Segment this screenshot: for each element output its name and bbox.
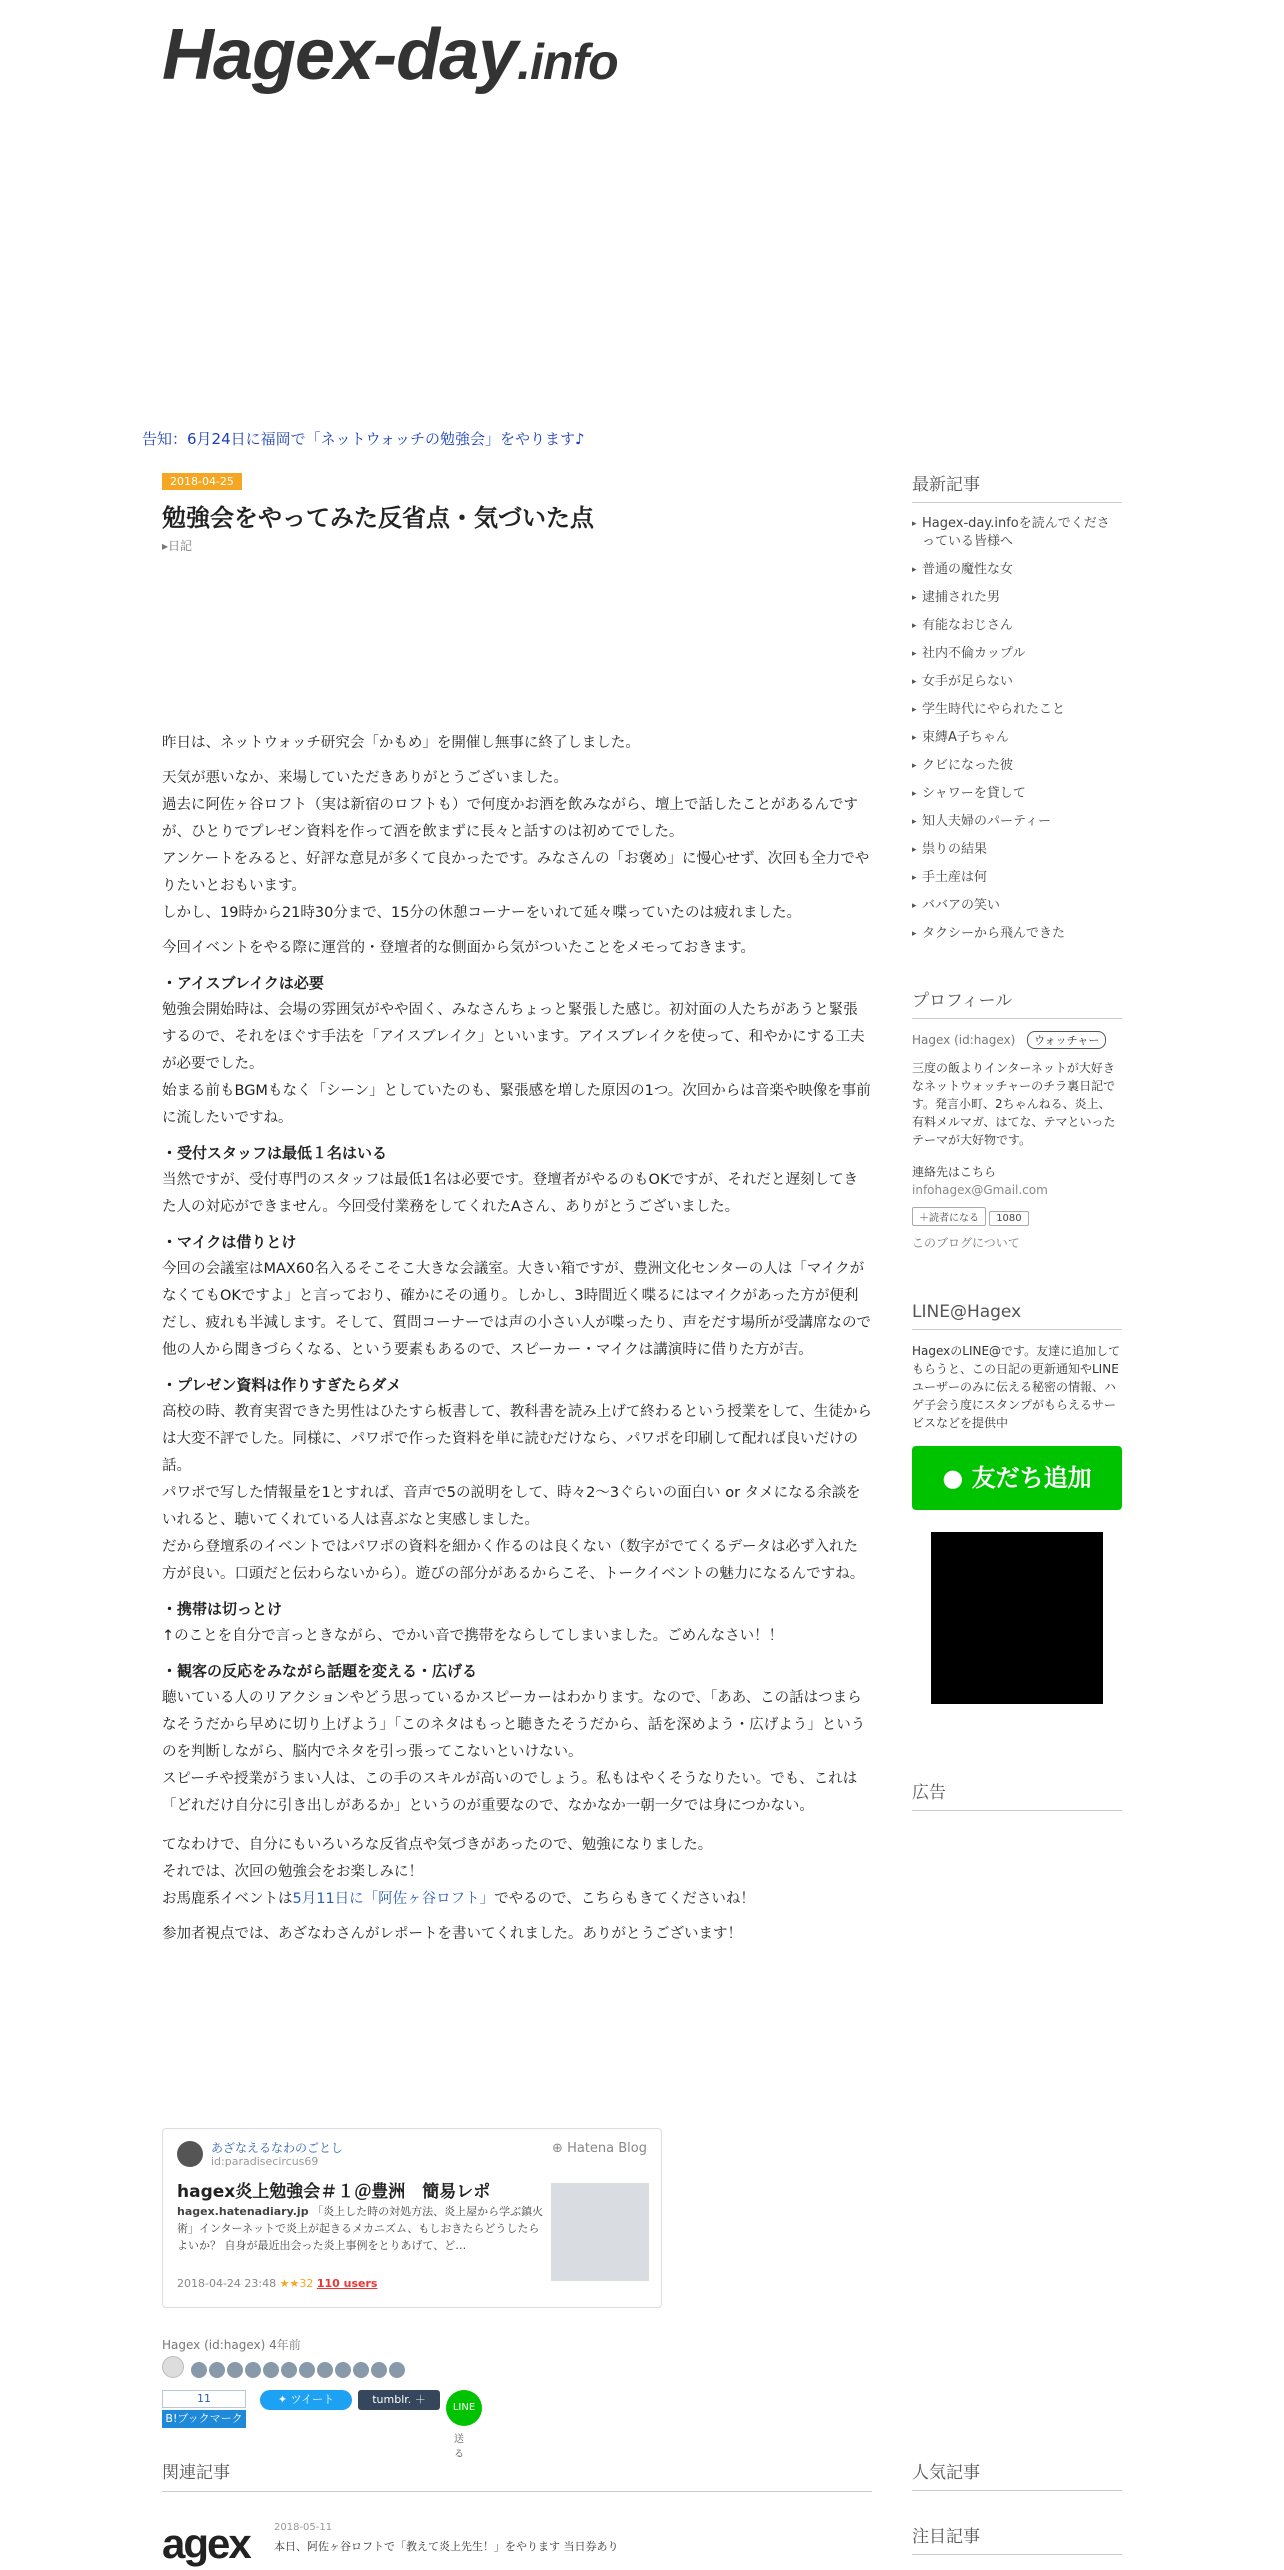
closing-line-3-pre: お馬鹿系イベントは xyxy=(162,1891,293,1907)
star-list xyxy=(162,2356,407,2382)
section-heading: ・観客の反応をみながら話題を変える・広げる xyxy=(162,1662,478,1680)
section-heading: ・プレゼン資料は作りすぎたらダメ xyxy=(162,1376,402,1394)
hatena-bookmark-count: 11 xyxy=(162,2390,246,2408)
embed-meta xyxy=(177,2277,377,2290)
star-avatar[interactable] xyxy=(317,2362,333,2378)
section-text: 当然ですが、受付専門のスタッフは最低1名は必要です。登壇者がやるのもOKですが、それだと遅刻してきた人の対応ができません。今回受付業務をしてくれたAさん、ありがとうございました。 xyxy=(162,1172,858,1215)
recent-item[interactable]: ▸ 学生時代にやられたこと xyxy=(912,701,1122,719)
entry-body xyxy=(162,730,872,1956)
recent-item[interactable]: ▸ ババアの笑い xyxy=(912,897,1122,915)
profile-name[interactable]: Hagex (id:hagex) xyxy=(912,1033,1016,1047)
embed-service-label: Hatena Blog xyxy=(567,2141,647,2156)
line-heading: LINE@Hagex xyxy=(912,1302,1122,1330)
recent-item[interactable]: ▸ 手土産は何 xyxy=(912,869,1122,887)
related-title[interactable]: 本日、阿佐ヶ谷ロフトで「教えて炎上先生！」をやります 当日券あり xyxy=(274,2540,619,2553)
hatena-bookmark-label: B!ブックマーク xyxy=(162,2410,246,2428)
hatena-icon: ⊕ xyxy=(552,2141,563,2156)
add-star-icon[interactable] xyxy=(162,2356,184,2378)
star-avatar[interactable] xyxy=(389,2362,405,2378)
closing-line-2: それでは、次回の勉強会をお楽しみに！ xyxy=(162,1864,423,1880)
line-share-label: 送る xyxy=(454,2434,464,2460)
star-avatar[interactable] xyxy=(227,2362,243,2378)
related-date: 2018-05-11 xyxy=(274,2522,333,2533)
contact-label: 連絡先はこちら xyxy=(912,1165,997,1179)
star-avatar[interactable] xyxy=(299,2362,315,2378)
recent-item[interactable]: ▸ 祟りの結果 xyxy=(912,841,1122,859)
embed-service xyxy=(552,2141,647,2156)
embed-summary xyxy=(177,2203,547,2254)
recent-item[interactable]: ▸ タクシーから飛んできた xyxy=(912,925,1122,943)
paragraph: 昨日は、ネットウォッチ研究会「かもめ」を開催し無事に終了しました。 xyxy=(162,735,640,751)
qr-code xyxy=(931,1532,1103,1704)
profile-description: 三度の飯よりインターネットが大好きなネットウォッチャーのチラ裏日記です。発言小町、2ちゃんねる、炎上、有料メルマガ、はてな、テマといったテーマが大好物です。 xyxy=(912,1061,1116,1147)
featured-module xyxy=(912,2522,1122,2555)
embed-url: hagex.hatenadiary.jp xyxy=(177,2205,309,2218)
line-icon: ● xyxy=(942,1464,964,1492)
profile-heading: プロフィール xyxy=(912,986,1122,1019)
main-content xyxy=(162,470,872,2567)
entry-title[interactable]: 勉強会をやってみた反省点・気づいた点 xyxy=(162,504,594,532)
ad-module xyxy=(912,1778,1122,1811)
section-text: 勉強会開始時は、会場の雰囲気がやや固く、みなさんちょっと緊張した感じ。初対面の人たちがあうと緊張するので、それをほぐす手法を「アイスブレイク」といいます。アイスブレイクを使って、和やかにする工夫が必要でした。 始まる前もBGMもなく「シーン」としていたのも、緊張感を増した原因の1つ。次回からは音楽や映像を事前に流したいですね。 xyxy=(162,1002,871,1126)
closing-line-3-post: でやるので、こちらもきてくださいね！ xyxy=(494,1891,755,1907)
contact xyxy=(912,1163,1122,1199)
line-description: HagexのLINE@です。友達に追加してもらうと、この日記の更新通知やLINEユーザーのみに伝える秘密の情報、ハゲ子会う度にスタンプがもらえるサービスなどを提供中 xyxy=(912,1344,1121,1430)
reader-row xyxy=(912,1207,1122,1226)
add-friend-label: 友だち追加 xyxy=(971,1464,1092,1492)
profile-name-row xyxy=(912,1031,1122,1049)
recent-item[interactable]: ▸ 有能なおじさん xyxy=(912,617,1122,635)
entry-category-label: 日記 xyxy=(168,539,193,553)
site-title-main: Hagex-day xyxy=(162,15,518,95)
star-avatar[interactable] xyxy=(245,2362,261,2378)
recent-heading: 最新記事 xyxy=(912,470,1122,503)
reader-count: 1080 xyxy=(989,1211,1028,1226)
paragraph: 天気が悪いなか、来場していただきありがとうございました。 過去に阿佐ヶ谷ロフト（実は新宿のロフトも）で何度かお酒を飲みながら、壇上で話したことがあるんですが、ひとりでプレゼン資料を作って酒を飲まずに長々と話すのは初めてでした。 アンケートをみると、好評な意見が多くて良かったです。みなさんの「お褒め」に慢心せず、次回も全力でやりたいとおもいます。 しかし、19時から21時30分まで、15分の休憩コーナーをいれて延々喋っていたのは疲れました。 xyxy=(162,770,870,921)
profile-module xyxy=(912,986,1122,1251)
section-text: 高校の時、教育実習できた男性はひたすら板書して、教科書を読み上げて終わるという授業をして、生徒からは大変不評でした。同様に、パワポで作った資料を単に読むだけなら、パワポを印刷して配れば良いだけの話。 パワポで写した情報量を1とすれば、音声で5の説明をして、時々2〜3ぐらいの面白い or タメになる余談をいれると、聴いてくれている人は喜ぶなと実感しました。 だから登壇系のイベントではパワポの資料を細かく作るのは良くない（数字がでてくるデータは必ず入れた方が良い。口頭だと伝わらないから）。遊びの部分があるからこそ、トークイベントの魅力になるんですね。 xyxy=(162,1404,872,1582)
tweet-button[interactable] xyxy=(260,2390,352,2410)
embed-date: 2018-04-24 23:48 xyxy=(177,2277,277,2290)
star-avatar[interactable] xyxy=(353,2362,369,2378)
entry-category[interactable]: ▸日記 xyxy=(162,539,193,553)
site-title[interactable] xyxy=(162,14,618,96)
recent-item[interactable]: ▸ 知人夫婦のパーティー xyxy=(912,813,1122,831)
recent-item[interactable]: ▸ 普通の魔性な女 xyxy=(912,561,1122,579)
recent-item[interactable]: ▸ 社内不倫カップル xyxy=(912,645,1122,663)
event-link[interactable]: 5月11日に「阿佐ヶ谷ロフト」 xyxy=(292,1891,495,1907)
recent-item[interactable]: ▸ 束縛A子ちゃん xyxy=(912,729,1122,747)
recent-item[interactable]: ▸ 女手が足らない xyxy=(912,673,1122,691)
paragraph: 今回イベントをやる際に運営的・登壇者的な側面から気がついたことをメモっておきます。 xyxy=(162,940,756,956)
tumblr-button[interactable]: tumblr. ＋ xyxy=(358,2390,440,2410)
related-heading: 関連記事 xyxy=(162,2458,872,2492)
star-avatar[interactable] xyxy=(371,2362,387,2378)
about-link[interactable]: このブログについて xyxy=(912,1236,1020,1250)
recent-item[interactable]: ▸ Hagex-day.infoを読んでくださっている皆様へ xyxy=(912,515,1122,551)
line-module xyxy=(912,1302,1122,1704)
star-avatar[interactable] xyxy=(263,2362,279,2378)
tweet-label: ツイート xyxy=(290,2393,335,2406)
sidebar xyxy=(912,470,1122,2547)
embed-desc: 「炎上した時の対処方法、炎上屋から学ぶ鎮火術」インターネットで炎上が起きるメカニズム、もしおきたらどうしたらよいか？ 自身が最近出会った炎上事例をとりあげて、ど… xyxy=(177,2205,544,2252)
recent-item[interactable]: ▸ シャワーを貸して xyxy=(912,785,1122,803)
section-heading: ・受付スタッフは最低１名はいる xyxy=(162,1144,388,1162)
popular-module xyxy=(912,2458,1122,2491)
share-author: Hagex (id:hagex) 4年前 xyxy=(162,2338,301,2352)
star-avatar[interactable] xyxy=(191,2362,207,2378)
recent-item[interactable]: ▸ 逮捕された男 xyxy=(912,589,1122,607)
related-thumbnail: agex xyxy=(162,2520,250,2567)
recent-item[interactable]: ▸ クビになった彼 xyxy=(912,757,1122,775)
embed-card[interactable] xyxy=(162,2128,662,2308)
section-heading: ・携帯は切っとけ xyxy=(162,1600,283,1618)
closing-line-1: てなわけで、自分にもいろいろな反省点や気づきがあったので、勉強になりました。 xyxy=(162,1837,713,1853)
section-text: ↑のことを自分で言っときながら、でかい音で携帯をならしてしまいました。ごめんなさい！！ xyxy=(162,1628,784,1644)
entry-date[interactable]: 2018-04-25 xyxy=(162,473,242,490)
site-title-sub: .info xyxy=(517,34,618,90)
closing xyxy=(162,1832,872,1913)
star-icon: ★★ xyxy=(279,2277,300,2290)
section-heading: ・アイスブレイクは必要 xyxy=(162,974,324,992)
recent-list xyxy=(912,515,1122,943)
closing-line-4: 参加者視点では、あざなわさんがレポートを書いてくれました。ありがとうございます！ xyxy=(162,1926,742,1942)
embed-author[interactable]: あざなえるなわのごとし xyxy=(211,2141,344,2155)
embed-thumbnail[interactable] xyxy=(551,2183,649,2281)
embed-users[interactable]: 110 users xyxy=(316,2277,378,2290)
section-text: 聴いている人のリアクションやどう思っているかスピーカーはわかります。なので、「ああ、この話はつまらなそうだから早めに切り上げよう」「このネタはもっと聴きたそうだから、話を深めよう・広げよう」というのを判断しながら、脳内でネタを引っ張ってこないといけない。 スピーチや授業がうまい人は、この手のスキルが高いのでしょう。私もはやくそうなりたい。でも、これは「どれだけ自分に引き出しがあるか」というのが重要なので、なかなか一朝一夕では身につかない。 xyxy=(162,1690,866,1814)
profile-badge: ウォッチャー xyxy=(1027,1031,1106,1049)
notice-link[interactable]: 告知：6月24日に福岡で「ネットウォッチの勉強会」をやります♪ xyxy=(142,430,585,448)
embed-author-id: id:paradisecircus69 xyxy=(211,2155,319,2168)
section-text: 今回の会議室はMAX60名入るそこそこ大きな会議室。大きい箱ですが、豊洲文化センターの人は「マイクがなくてもOKですよ」と言っており、確かにその通り。しかし、3時間近く喋るにはマイクがあった方が便利だし、疲れも半減します。そして、質問コーナーでは声の小さい人が喋ったり、声をだす場所が受講席なので他の人から聞きづらくなる、という要素もあるので、スピーカー・マイクは講演時に借りた方が吉。 xyxy=(162,1261,872,1358)
star-avatar[interactable] xyxy=(335,2362,351,2378)
twitter-icon: ✦ xyxy=(277,2393,288,2406)
line-share-button[interactable]: LINE xyxy=(446,2390,482,2426)
contact-mail: infohagex@Gmail.com xyxy=(912,1183,1048,1197)
star-avatar[interactable] xyxy=(209,2362,225,2378)
embed-stars: 32 xyxy=(299,2277,314,2290)
subscribe-button[interactable]: ＋読者になる xyxy=(912,1207,986,1226)
featured-heading: 注目記事 xyxy=(912,2522,1122,2555)
hatena-bookmark-button[interactable] xyxy=(162,2390,246,2428)
popular-heading: 人気記事 xyxy=(912,2458,1122,2491)
embed-title[interactable]: hagex炎上勉強会＃１＠豊洲 簡易レポ xyxy=(177,2182,491,2202)
section-heading: ・マイクは借りとけ xyxy=(162,1233,297,1251)
add-friend-button[interactable] xyxy=(912,1446,1122,1510)
ad-heading: 広告 xyxy=(912,1778,1122,1811)
star-avatar[interactable] xyxy=(281,2362,297,2378)
related-item[interactable] xyxy=(162,2510,872,2570)
embed-avatar xyxy=(177,2141,203,2167)
